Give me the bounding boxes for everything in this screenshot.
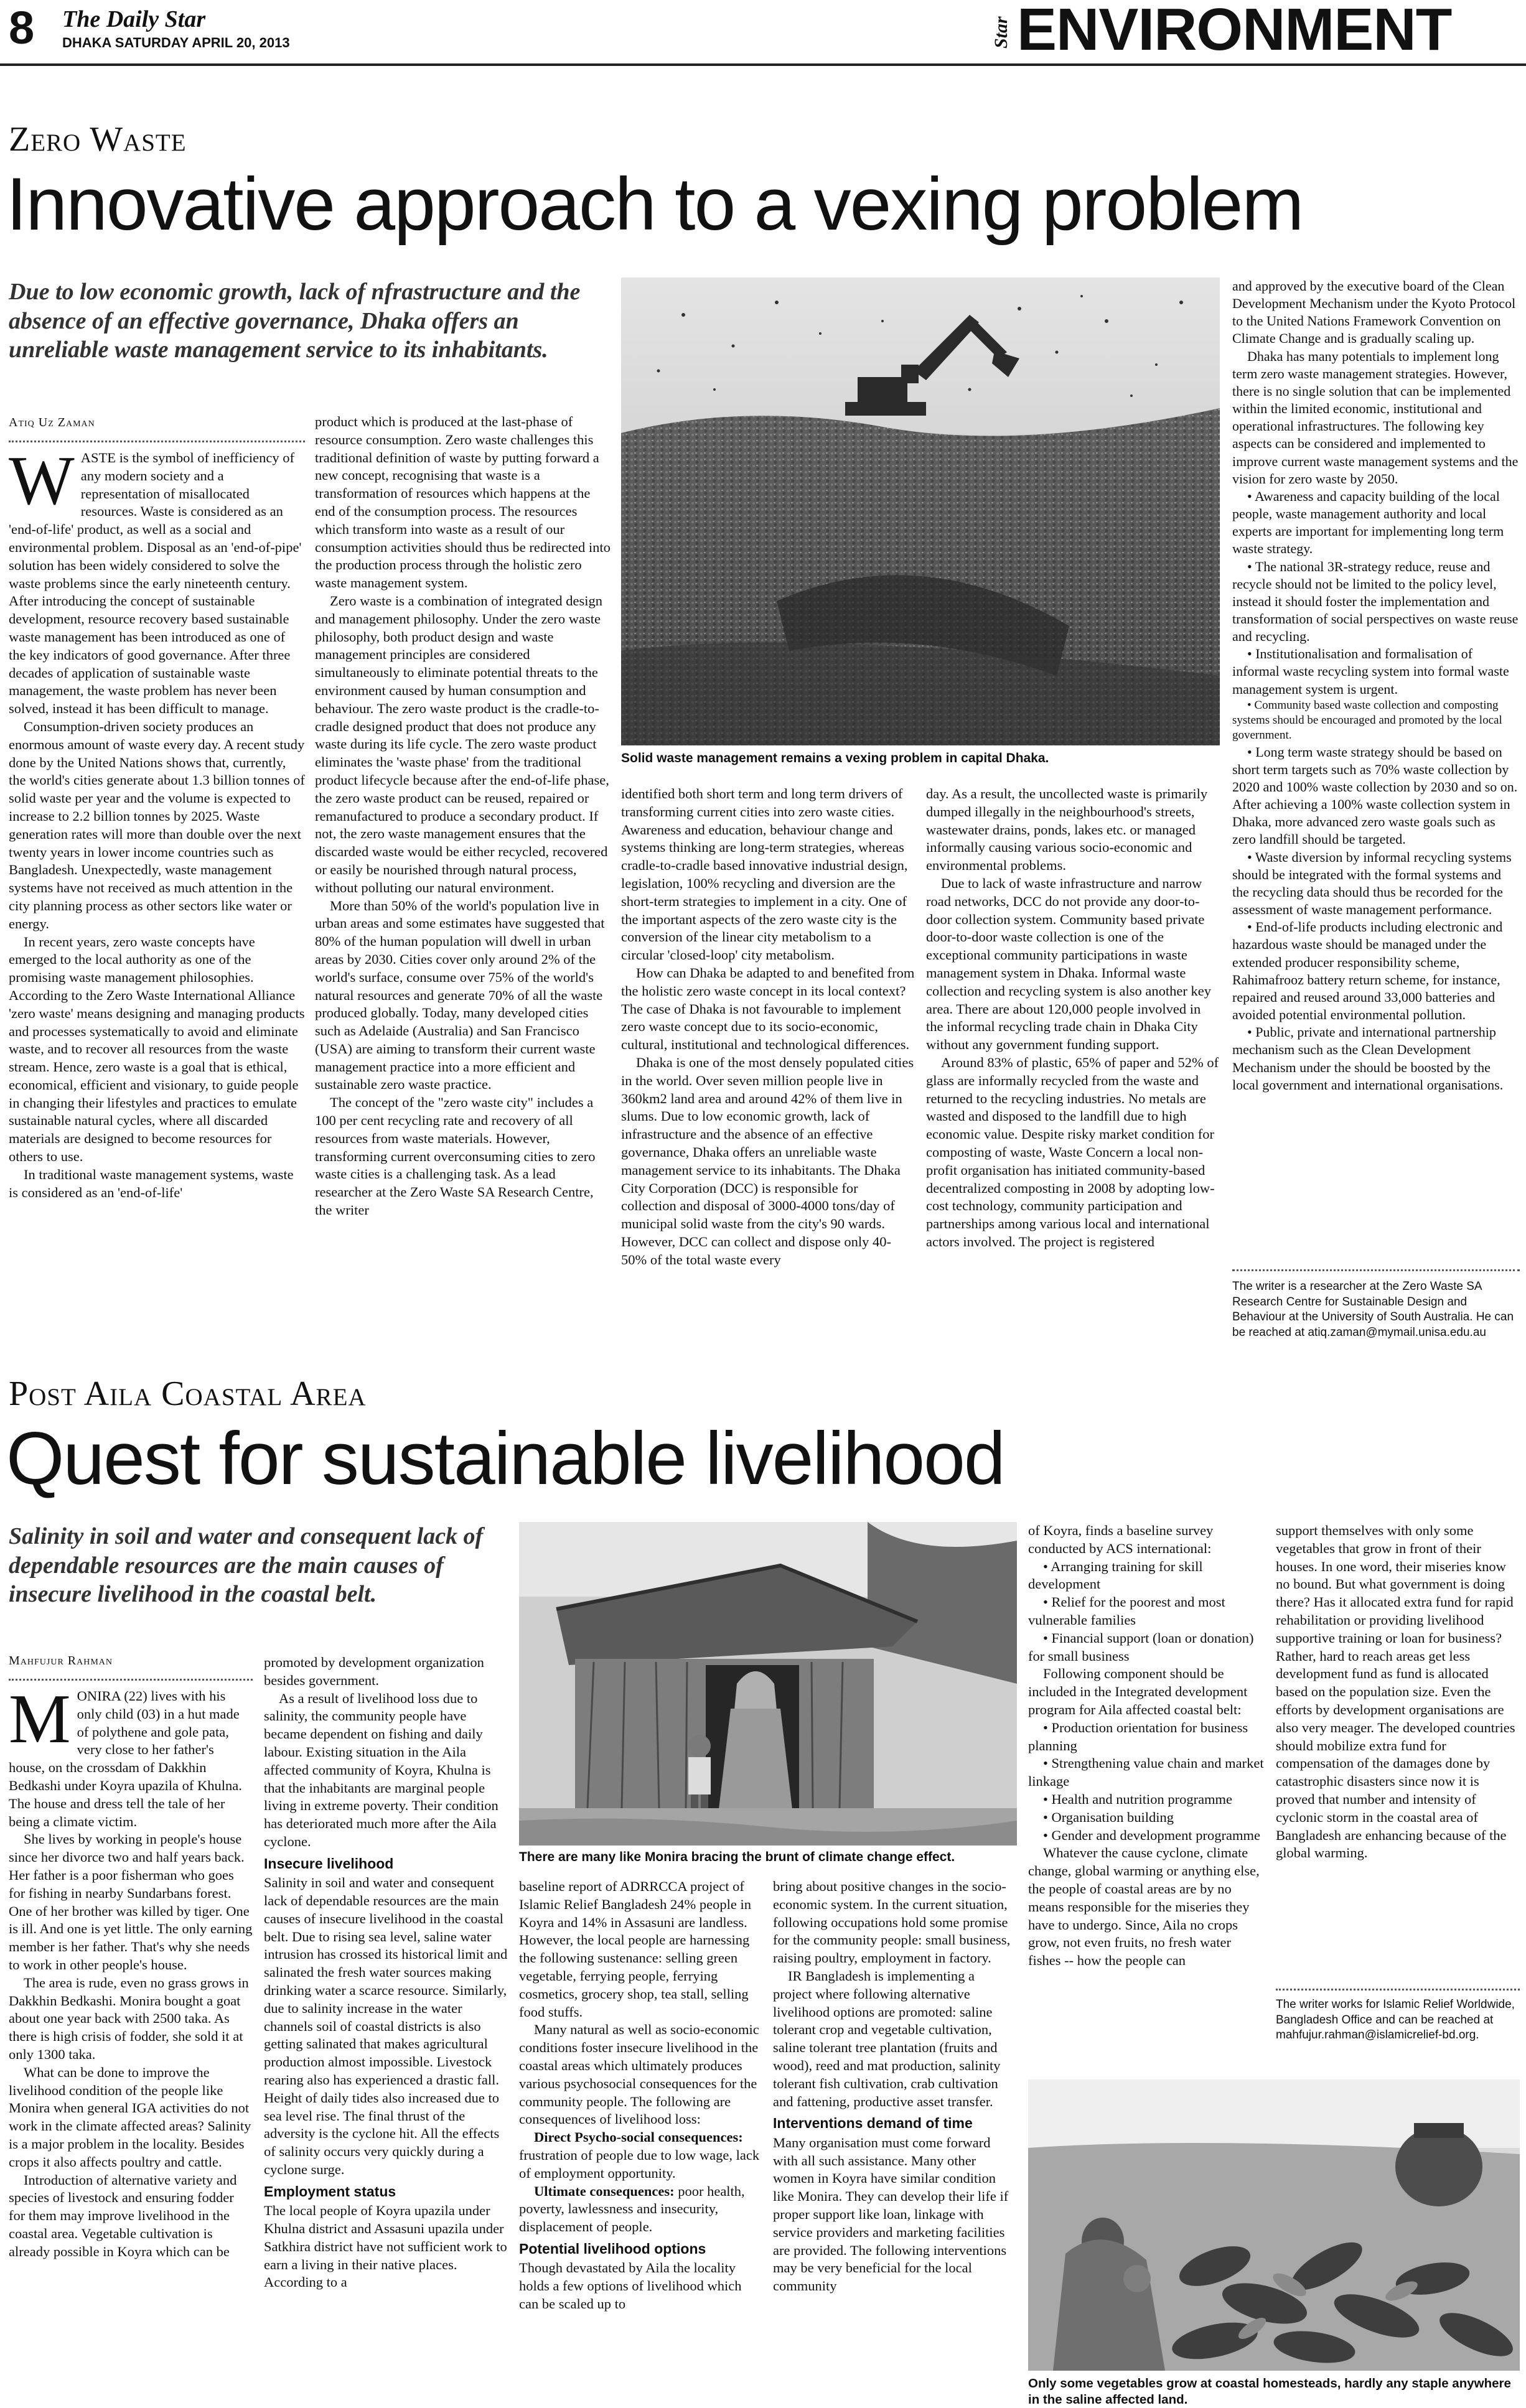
landfill-photo-illustration (621, 278, 1220, 745)
article1-byline-rule (9, 441, 305, 442)
masthead (0, 0, 1526, 68)
article2-paragraph: As a result of livelihood loss due to salinity, the community people have became dependent on fishing and daily labour. Existing situation in the Aila affected community of Koyra, Khulna is that the inhabitants are marginal people living in extreme poverty. Their condition has deteriorated much more after the Aila cyclone. (264, 1690, 499, 1849)
article1-paragraph: identified both short term and long term drivers of transforming current cities into zero waste cities. Awareness and education, behaviour change and systems thinking are long-term strategies, whereas cradle-to-cradle based innovative industrial design, legislation, 100% recycling and diversion are the short-term strategies to implement in a city. One of the important aspects of the zero waste city is the conversion of the linear city metabolism to a circular 'closed-loop' city metabolism. (621, 786, 908, 963)
article2-paragraph: Many organisation must come forward with all such assistance. Many other women in Koyra have similar condition like Monira. They can develop their life if proper support like loan, linkage with service providers and marketing facilities are provided. The following interventions may be very beneficial for the local community (773, 2134, 1009, 2294)
article2-paragraph: Salinity in soil and water and consequent lack of dependable resources are the main causes of insecure livelihood in the coastal belt. Due to rising sea level, saline water intrusion has crossed its historical limit and salinated the fresh water sources making drinking water a scarce resource. Similarly, due to salinity increase in the water channels soil of coastal districts is also getting salinated that makes agricultural production almost impossible. Livestock rearing also has experienced a drastic fall. Height of daily tides also increased due to sea level rise. The final thrust of the adversity is the cyclone hit. All the effects of salinity occurs very quickly during a cyclone surge. (264, 1875, 508, 2177)
article1-headline: Innovative approach to a vexing problem (6, 162, 1303, 246)
article1-paragraph: More than 50% of the world's population live in urban areas and some estimates have suggested that 80% of the human population will dwell in urban areas by 2030. Cities cover only around 2% of the world's surface, consume over 75% of the world's natural resources and generate 70% of all the waste produced globally. Today, many developed cities such as Adelaide (Australia) and San Francisco (USA) are aiming to transform their current waste management practice into a more efficient and sustainable zero waste practice. (315, 897, 605, 1093)
article1-kicker (9, 119, 187, 159)
article2-author-note: The writer works for Islamic Relief Worldwide, Bangladesh Office and can be reached at mahfujur.rahman@islamicrelief-bd.org. (1276, 1998, 1515, 2042)
article2-paragraph: The area is rude, even no grass grows in Dakkhin Bedkashi. Monira bought a goat about one year back with 2500 taka. As there is high crisis of fodder, she sold it at only 1300 taka. (9, 1974, 249, 2062)
article1-dropcap: W (9, 449, 75, 520)
vegetable-photo-caption: Only some vegetables grow at coastal homesteads, hardly any staple anywhere in the saline affected land. (1028, 2376, 1511, 2407)
article1-column-1 (9, 449, 305, 1364)
article2-bullet: • Organisation building (1043, 1809, 1174, 1825)
star-logo: Star (991, 16, 1011, 49)
article1-column-5 (1232, 278, 1520, 1273)
article2-column-3 (519, 1878, 763, 2403)
masthead-rule (0, 63, 1526, 66)
monira-photo-caption: There are many like Monira bracing the brunt of climate change effect. (519, 1850, 955, 1864)
article2-paragraph: IR Bangladesh is implementing a project where following alternative livelihood options are promoted: saline tolerant crop and vegetable cultivation, saline tolerant tree plantation (fruits and wood), reed and mat production, salinity tolerant fish cultivation, crab cultivation and fattening, productive asset transfer. (773, 1967, 1001, 2109)
vegetable-photo-illustration (1028, 2079, 1520, 2371)
article2-paragraph: bring about positive changes in the socio-economic system. In the current situation, following occupations hold some promise for the community people: small business, raising poultry, employment in factory. (773, 1878, 1011, 1966)
article2-paragraph: promoted by development organization besides government. (264, 1654, 484, 1688)
article2-bullet: • Arranging training for skill development (1028, 1558, 1203, 1592)
article1-bullet: • Waste diversion by informal recycling systems should be integrated with the formal systems and the recycling data should thus be recorded for the assessment of waste management performance. (1232, 849, 1512, 918)
article2-column-5 (1028, 1522, 1265, 2082)
vegetable-photo (1028, 2079, 1520, 2371)
article1-paragraph: day. As a result, the uncollected waste is primarily dumped illegally in the neighbourhood's streets, wastewater drains, ponds, lakes etc. or managed informally causing various socio-economic and environmental problems. (926, 786, 1208, 874)
article2-bullet: • Gender and development programme (1043, 1827, 1261, 1843)
article1-paragraph: In recent years, zero waste concepts have emerged to the local authority as one of the promising waste management philosophies. According to the Zero Waste International Alliance 'zero waste' means designing and managing products and processes systematically to avoid and eliminate waste, and to recover all resources from the waste stream. Hence, zero waste is a goal that is ethical, economical, efficient and visionary, to guide people in changing their lifestyles and practices to emulate sustainable natural cycles, where all discarded materials are designed to become resources for others to use. (9, 933, 305, 1165)
article1-bullet: • The national 3R-strategy reduce, reuse and recycle should not be limited to the policy level, instead it should foster the implementation and transformation of social perspectives on waste reuse and recycling. (1232, 558, 1519, 645)
landfill-photo-caption: Solid waste management remains a vexing problem in capital Dhaka. (621, 751, 1049, 765)
article2-paragraph: She lives by working in people's house since her divorce two and half years back. Her father is a poor fisherman who goes for fishing in nearby Sundarbans forest. One of her brother was killed by tiger. One is ill. And one is yet little. The only earning member is her father. That's why she needs to work in other people's house. (9, 1831, 253, 1972)
article2-paragraph (519, 2129, 763, 2182)
article1-paragraph: Consumption-driven society produces an enormous amount of waste every day. A recent study done by the United Nations shows that, currently, the world's cities generate about 1.3 billion tonnes of solid waste per year and the volume is expected to increase to 2.2 billion tonnes by 2025. Waste generation rates will more than double over the next twenty years in lower income countries such as Bangladesh. Unexpectedly, waste management systems have not received as much attention in the city planning process as other sectors like water or energy. (9, 718, 305, 931)
article2-paragraph: Though devastated by Aila the locality holds a few options of livelihood which can be scaled up to (519, 2260, 742, 2312)
article2-label: Ultimate consequences: (534, 2183, 675, 2199)
article1-paragraph: The concept of the "zero waste city" includes a 100 per cent recycling rate and recovery of all resources from waste materials. However, transforming current overconsuming cities to zero waste cities is a challenging task. As a lead researcher at the Zero Waste SA Research Centre, the writer (315, 1094, 596, 1218)
article2-bullet: • Relief for the poorest and most vulnerable families (1028, 1594, 1225, 1628)
article2-paragraph: support themselves with only some vegetables that grow in front of their houses. In one word, their miseries know no bound. But what government is doing there? Has it allocated extra fund for rapid rehabilitation or providing livelihood supportive training or loan for business? Rather, hard to reach areas get less development fund as fund is allocated based on the population size. Even the efforts by development organisations are also very meager. The developed countries should mobilize extra fund for compensation of the damages done by catastrophic disasters since now it is proved that number and intensity of cyclonic storm in the coastal area of Bangladesh are enhancing because of the global warming. (1276, 1523, 1515, 1861)
article1-author-note: The writer is a researcher at the Zero Waste SA Research Centre for Sustainable Design and Behaviour at the University of South Australia. He can be reached at atiq.zaman@mymail.unisa.edu.au (1232, 1280, 1514, 1340)
article2-label-text: poor health, poverty, lawlessness and insecurity, displacement of people. (519, 2183, 745, 2235)
page-number: 8 (9, 2, 35, 54)
article2-column-4 (773, 1878, 1017, 2403)
article1-paragraph: and approved by the executive board of the Clean Development Mechanism under the Kyoto Protocol to the United Nations Framework Convention on Climate Change and is gradually scaling up. (1232, 278, 1516, 347)
article1-paragraph: product which is produced at the last-phase of resource consumption. Zero waste challenges this traditional definition of waste by putting forward a new concept, recognising that waste is a transformation of resources which happens at the end of the consumption process. The resources which transform into waste as a result of our consumption activities should thus be redirected into the production process through the holistic zero waste management system. (315, 414, 611, 591)
article2-paragraph: Introduction of alternative variety and species of livestock and ensuring fodder for them may improve livelihood in the coastal area. Vegetable cultivation is already possible in Koyra which can be (9, 2172, 237, 2259)
article2-subhead: Interventions demand of time (773, 2115, 973, 2132)
article1-paragraph: ASTE is the symbol of inefficiency of any modern society and a representation of misallocated resources. Waste is considered as an 'end-of-life' product, as well as a social and environmental problem. Disposal as an 'end-of-pipe' solution has been widely considered to solve the waste problems since the early nineteenth century. After introducing the concept of sustainable development, resource recovery based sustainable waste management has been introduced as one of the key indicators of good governance. After three decades of application of sustainable waste management, the waste problem has never been solved, instead it has been difficult to manage. (9, 450, 302, 717)
article1-paragraph: Dhaka is one of the most densely populated cities in the world. Over seven million people live in 360km2 land area and around 42% of them live in slums. Due to low economic growth, lack of infrastructure and the absence of an effective governance, Dhaka offers an unreliable waste management service to its inhabitants. The Dhaka City Corporation (DCC) is responsible for collection and disposal of 3000-4000 tons/day of municipal solid waste from the city's 90 wards. However, DCC can collect and dispose only 40-50% of the total waste every (621, 1054, 914, 1267)
article1-paragraph: Around 83% of plastic, 65% of paper and 52% of glass are informally recycled from the waste and returned to the recycling industries. No metals are wasted and disposed to the landfill due to high economic value. Despite risky market condition for composting of waste, Waste Concern a local non-profit organisation has initiated community-based decentralized composting in 2008 by adopting low-cost technology, community participation and partnerships among various local and international actors involved. The project is registered (926, 1054, 1219, 1249)
article2-bullet: • Financial support (loan or donation) for small business (1028, 1630, 1254, 1664)
article2-paragraph: What can be done to improve the livelihood condition of the people like Monira when general IGA activities do not work in the climate affected areas? Salinity is a major problem in the locality. Besides crops it also affects poultry and cattle. (9, 2064, 251, 2170)
section-title: ENVIRONMENT (1017, 0, 1452, 63)
article2-column-6 (1276, 1522, 1520, 1995)
article1-bullet: • End-of-life products including electronic and hazardous waste should be managed under the extended producer responsibility scheme, Rahimafrooz battery return scheme, for instance, repaired and reused around 33,000 batteries and avoided potential environmental pollution. (1232, 919, 1503, 1023)
article2-paragraph: baseline report of ADRRCCA project of Islamic Relief Bangladesh 24% people in Koyra and 14% in Assasuni are landless. However, the local people are harnessing the following sustenance: selling green vegetable, ferrying people, ferrying cosmetics, grocery shop, tea stall, selling food stuffs. (519, 1878, 752, 2020)
article2-label: Direct Psycho-social consequences: (534, 2129, 743, 2145)
article2-label-text: frustration of people due to low wage, lack of employment opportunity. (519, 2147, 760, 2181)
article2-byline: Mahfujur Rahman (9, 1654, 113, 1668)
article2-paragraph: Whatever the cause cyclone, climate change, global warming or anything else, the people of coastal areas are by no means responsible for the miseries they have to undergo. Since, Aila no crops grow, not even fruits, no fresh water fishes -- how the people can (1028, 1845, 1260, 1969)
article2-bullet: • Production orientation for business planning (1028, 1719, 1248, 1753)
article2-paragraph: ONIRA (22) lives with his only child (03) in a hut made of polythene and gole pata, very close to her father's house, on the crossdam of Dakkhin Bedkashi under Koyra upazila of Khulna. The house and dress tell the tale of her being a climate victim. (9, 1688, 242, 1829)
article1-paragraph: Dhaka has many potentials to implement long term zero waste management strategies. However, there is no single solution that can be implemented within the limited economic, institutional and operational infrastructures. The following key aspects can be considered and implemented to improve current waste management systems and the vision for zero waste by 2050. (1232, 348, 1519, 487)
monira-photo (519, 1522, 1017, 1846)
article1-kicker-text: Zero Waste (9, 120, 187, 159)
article2-subhead: Potential livelihood options (519, 2240, 706, 2257)
article2-note-rule (1276, 1989, 1520, 1990)
article2-paragraph: Following component should be included in the Integrated development program for Aila affected coastal belt: (1028, 1666, 1248, 1717)
monira-photo-illustration (519, 1522, 1017, 1846)
dateline: DHAKA SATURDAY APRIL 20, 2013 (62, 35, 290, 50)
article1-paragraph: In traditional waste management systems, waste is considered as an 'end-of-life' (9, 1166, 294, 1200)
article2-byline-rule (9, 1679, 253, 1681)
article2-bullet: • Strengthening value chain and market linkage (1028, 1755, 1264, 1790)
article2-bullet: • Health and nutrition programme (1043, 1791, 1233, 1807)
article2-kicker (9, 1374, 367, 1414)
article2-dropcap: M (9, 1687, 71, 1758)
article2-kicker-text: Post Aila Coastal Area (9, 1374, 367, 1413)
article1-bullet: • Awareness and capacity building of the local people, waste management authority and local experts are important for implementing long term waste strategy. (1232, 488, 1504, 557)
article2-column-1 (9, 1687, 253, 2403)
article1-deck: Due to low economic growth, lack of nfrastructure and the absence of an effective governance, Dhaka offers an unreliable waste management service to its inhabitants. (9, 279, 581, 363)
article1-paragraph: Due to lack of waste infrastructure and narrow road networks, DCC do not provide any door-to-door collection system. Community based private door-to-door waste collection is one of the exceptional community participations in waste management system in Dhaka. Informal waste collection and recycling system is also another key area. There are about 120,000 people involved in the informal recycling trade chain in Dhaka City without any government funding support. (926, 875, 1211, 1053)
article2-column-2 (264, 1654, 508, 2403)
article2-paragraph (519, 2183, 763, 2236)
paper-name: The Daily Star (62, 6, 206, 32)
article1-column-4 (926, 785, 1220, 1364)
article1-column-3 (621, 785, 915, 1364)
article1-bullet: • Institutionalisation and formalisation of informal waste recycling system into formal waste management system is urgent. (1232, 646, 1509, 697)
article1-paragraph: How can Dhaka be adapted to and benefited from the holistic zero waste concept in its local context? The case of Dhaka is not favourable to implement zero waste concept due to its socio-economic, cultural, institutional and technological differences. (621, 964, 915, 1053)
article1-bullet: • Public, private and international partnership mechanism such as the Clean Development Mechanism under the should be boosted by the local government and international organisations. (1232, 1024, 1504, 1093)
article2-paragraph: Many natural as well as socio-economic conditions foster insecure livelihood in the coastal areas which ultimately produces various psychosocial consequences for the community people. The following are consequences of livelihood loss: (519, 2022, 759, 2127)
article2-paragraph: The local people of Koyra upazila under Khulna district and Assasuni upazila under Satkhira district have not sufficient work to earn a living in their native places. According to a (264, 2203, 507, 2290)
article2-deck: Salinity in soil and water and consequent lack of dependable resources are the main causes of insecure livelihood in the coastal belt. (9, 1523, 484, 1608)
article1-column-2 (315, 413, 611, 1365)
article1-bullet: • Community based waste collection and composting systems should be encouraged and promoted by the local government. (1232, 698, 1502, 742)
article2-subhead: Employment status (264, 2183, 396, 2200)
article2-headline: Quest for sustainable livelihood (6, 1417, 1004, 1500)
article1-byline: Atiq Uz Zaman (9, 416, 95, 429)
article1-bullet: • Long term waste strategy should be based on short term targets such as 70% waste collection by 2020 and 100% waste collection by 2030 and so on. After achieving a 100% waste collection system in Dhaka, more advanced zero waste goals such as zero landfill should be targeted. (1232, 744, 1518, 847)
article1-note-rule (1232, 1269, 1520, 1271)
article2-subhead: Insecure livelihood (264, 1855, 394, 1872)
article1-paragraph: Zero waste is a combination of integrated design and management philosophy. Under the zero waste philosophy, both product design and waste management principles are considered simultaneously to eliminate potential threats to the environment caused by human consumption and behaviour. The zero waste product is the cradle-to-cradle designed product that does not produce any waste during its life cycle. The zero waste product eliminates the 'waste phase' from the traditional product lifecycle because after the end-of-life phase, the zero waste product can be reused, repaired or remanufactured to produce a secondary product. If not, the zero waste management ensures that the discarded waste would be either recycled, recovered or easily be nourished through natural process, without polluting our natural environment. (315, 592, 609, 895)
article2-paragraph: of Koyra, finds a baseline survey conducted by ACS international: (1028, 1523, 1214, 1556)
landfill-photo (621, 278, 1220, 745)
